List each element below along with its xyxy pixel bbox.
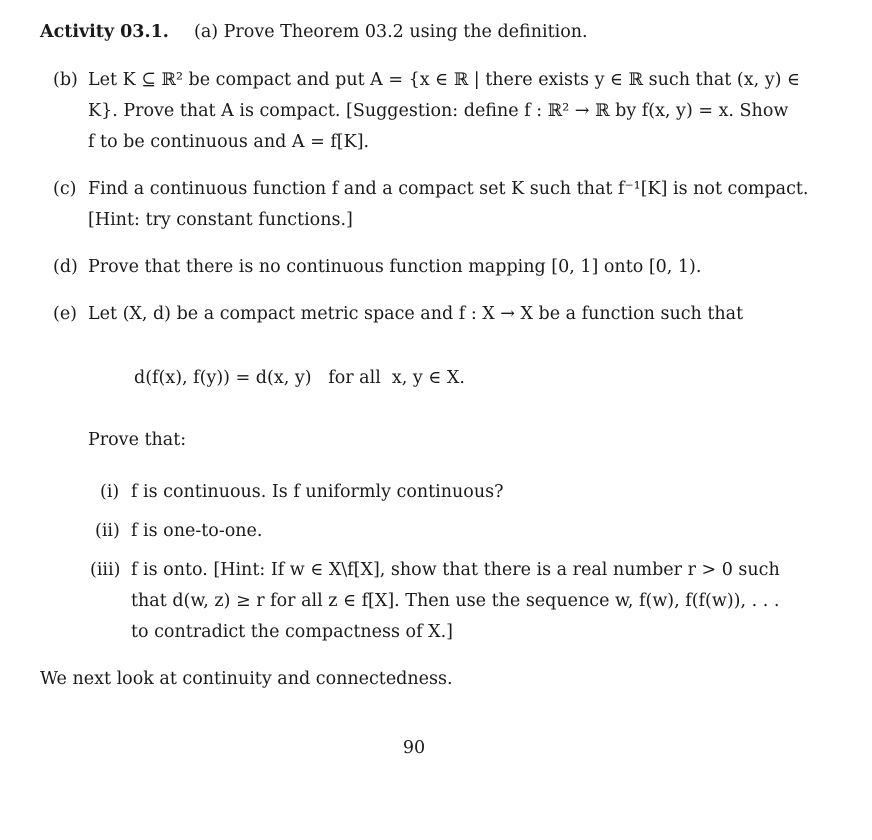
part-a-text: (a) Prove Theorem 03.2 using the definition. bbox=[194, 22, 588, 42]
part-d-line-1: Prove that there is no continuous function mapping [0, 1] onto [0, 1). bbox=[88, 257, 702, 277]
part-e-label: (e) bbox=[53, 304, 78, 324]
item-ii-label: (ii) bbox=[95, 521, 120, 541]
part-c-label: (c) bbox=[53, 179, 77, 199]
part-b-line-1: Let K ⊆ ℝ² be compact and put A = {x ∈ ℝ | there exists y ∈ ℝ such that (x, y) ∈ bbox=[88, 70, 800, 90]
part-b-line-3: f to be continuous and A = f[K]. bbox=[88, 132, 370, 152]
part-d-label: (d) bbox=[53, 257, 78, 277]
item-i-label: (i) bbox=[100, 482, 120, 502]
part-c-line-2: [Hint: try constant functions.] bbox=[88, 210, 353, 230]
part-e-line-1: Let (X, d) be a compact metric space and f : X → X be a function such that bbox=[88, 304, 744, 324]
item-iii-line-1: f is onto. [Hint: If w ∈ X\f[X], show that there is a real number r > 0 such bbox=[131, 560, 780, 580]
page-number: 90 bbox=[402, 738, 426, 758]
activity-heading: Activity 03.1. bbox=[40, 22, 169, 42]
part-e-prove-that: Prove that: bbox=[88, 430, 187, 450]
part-c-line-1: Find a continuous function f and a compact set K such that f⁻¹[K] is not compact. bbox=[88, 179, 809, 199]
item-iii-label: (iii) bbox=[90, 560, 121, 580]
item-iii-line-3: to contradict the compactness of X.] bbox=[131, 622, 453, 642]
activity-heading-line bbox=[40, 20, 588, 44]
item-ii-line-1: f is one-to-one. bbox=[131, 521, 263, 541]
item-iii-line-2: that d(w, z) ≥ r for all z ∈ f[X]. Then use the sequence w, f(w), f(f(w)), . . . bbox=[131, 591, 780, 611]
item-i-line-1: f is continuous. Is f uniformly continuous? bbox=[131, 482, 504, 502]
closing-sentence: We next look at continuity and connectedness. bbox=[40, 669, 453, 689]
part-b-label: (b) bbox=[53, 70, 78, 90]
part-b-line-2: K}. Prove that A is compact. [Suggestion: define f : ℝ² → ℝ by f(x, y) = x. Show bbox=[88, 101, 789, 121]
part-e-equation: d(f(x), f(y)) = d(x, y) for all x, y ∈ X. bbox=[134, 368, 465, 388]
